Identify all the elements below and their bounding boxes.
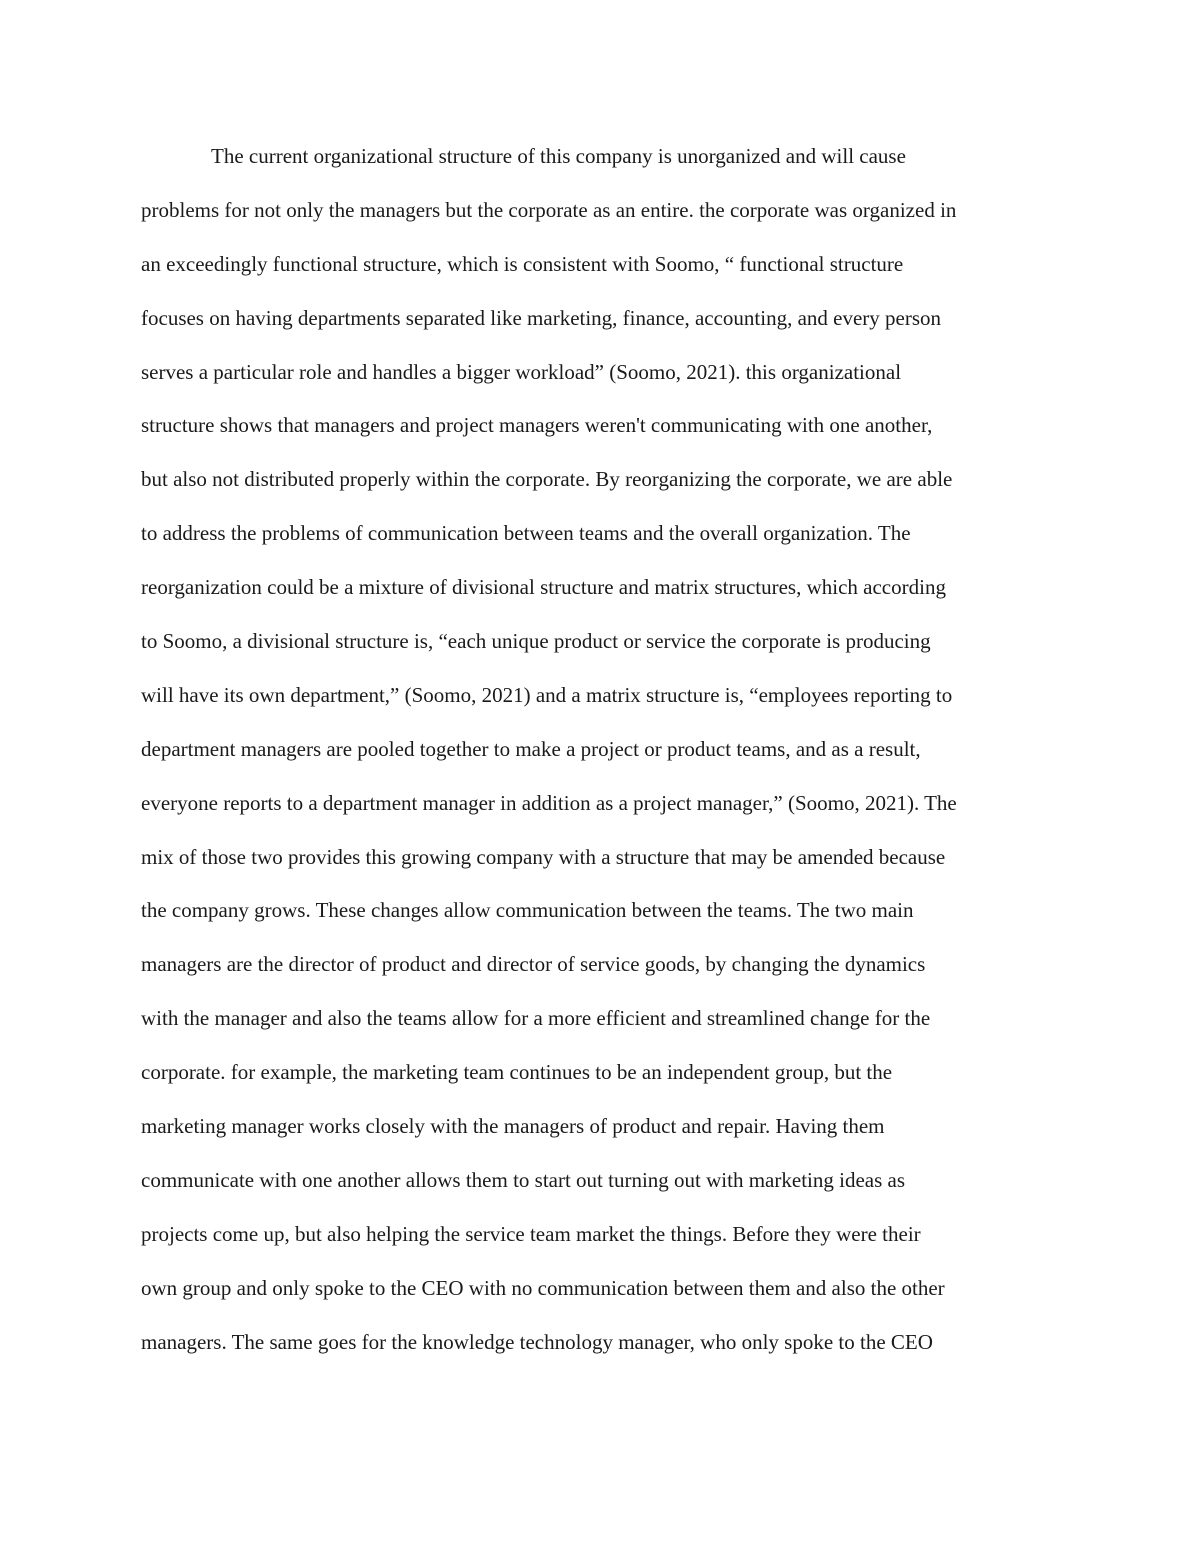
paragraph-line: own group and only spoke to the CEO with no communication between them and also the other xyxy=(141,1275,945,1300)
paragraph-line: serves a particular role and handles a bigger workload” (Soomo, 2021). this organizational xyxy=(141,359,902,384)
paragraph-line: managers are the director of product and director of service goods, by changing the dynamics xyxy=(141,952,926,977)
paragraph-line: communicate with one another allows them to start out turning out with marketing ideas as xyxy=(141,1167,905,1192)
paragraph-line: marketing manager works closely with the managers of product and repair. Having them xyxy=(141,1114,885,1139)
paragraph-line: focuses on having departments separated like marketing, finance, accounting, and every person xyxy=(141,305,942,330)
paragraph-line: will have its own department,” (Soomo, 2021) and a matrix structure is, “employees reporting to xyxy=(141,682,953,707)
paragraph-line: an exceedingly functional structure, which is consistent with Soomo, “ functional structure xyxy=(141,251,904,276)
paragraph-line: with the manager and also the teams allow for a more efficient and streamlined change for the xyxy=(141,1006,931,1031)
paragraph-line: department managers are pooled together to make a project or product teams, and as a result, xyxy=(141,736,921,761)
paragraph-line: the company grows. These changes allow communication between the teams. The two main xyxy=(141,898,914,923)
body-paragraph xyxy=(141,130,1071,1369)
paragraph-line: to Soomo, a divisional structure is, “each unique product or service the corporate is producing xyxy=(141,629,931,654)
paragraph-line: structure shows that managers and project managers weren't communicating with one another, xyxy=(141,413,933,438)
paragraph-line: everyone reports to a department manager in addition as a project manager,” (Soomo, 2021). The xyxy=(141,790,957,815)
paragraph-line: reorganization could be a mixture of divisional structure and matrix structures, which according xyxy=(141,575,946,600)
paragraph-line: corporate. for example, the marketing team continues to be an independent group, but the xyxy=(141,1060,893,1085)
paragraph-line: mix of those two provides this growing company with a structure that may be amended because xyxy=(141,844,946,869)
paragraph-line: but also not distributed properly within the corporate. By reorganizing the corporate, we are able xyxy=(141,467,953,492)
paragraph-line: projects come up, but also helping the service team market the things. Before they were their xyxy=(141,1221,921,1246)
paragraph-line: The current organizational structure of this company is unorganized and will cause xyxy=(211,144,906,168)
paragraph-line: to address the problems of communication between teams and the overall organization. The xyxy=(141,521,911,546)
paragraph-line: problems for not only the managers but the corporate as an entire. the corporate was organized in xyxy=(141,197,957,222)
paragraph-line: managers. The same goes for the knowledge technology manager, who only spoke to the CEO xyxy=(141,1329,933,1354)
